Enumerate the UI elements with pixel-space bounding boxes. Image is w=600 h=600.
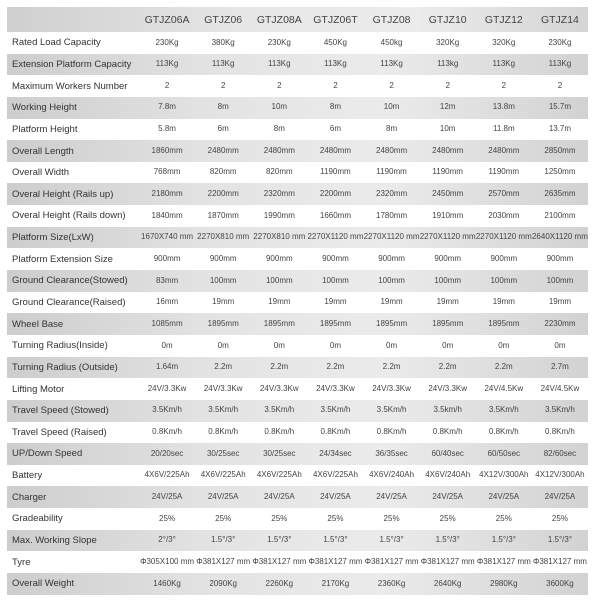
spec-value: 2200mm xyxy=(319,189,351,199)
spec-label: Overal Height (Rails up) xyxy=(12,188,114,200)
spec-value: 13.8m xyxy=(492,102,515,112)
spec-value: 24V/25A xyxy=(376,492,407,502)
spec-value: 0m xyxy=(273,340,285,350)
spec-value: 230Kg xyxy=(267,37,291,47)
spec-value: 0.8Km/h xyxy=(488,427,519,437)
spec-value: 113Kg xyxy=(548,59,572,69)
spec-row xyxy=(7,140,588,162)
spec-value: 1.5°/3° xyxy=(267,535,292,545)
spec-value: 768mm xyxy=(153,167,181,177)
spec-value: 2 xyxy=(557,80,563,90)
spec-value: 113Kg xyxy=(155,59,179,69)
spec-value: 7.8m xyxy=(158,102,176,112)
spec-value: 3.5Km/h xyxy=(320,405,351,415)
spec-value: 24V/3.3Kw xyxy=(147,383,187,393)
spec-value: 1.5°/3° xyxy=(491,535,516,545)
spec-value: 2230mm xyxy=(544,318,576,328)
spec-value: 0m xyxy=(442,340,454,350)
spec-value: 900mm xyxy=(153,253,181,263)
spec-value: 113Kg xyxy=(324,59,347,69)
spec-label: Overall Length xyxy=(12,145,74,157)
spec-row xyxy=(7,270,588,292)
spec-value: 1190mm xyxy=(376,167,407,177)
spec-value: Φ381X127 mm xyxy=(252,556,307,566)
spec-value: 113Kg xyxy=(211,59,235,69)
spec-value: 2480mm xyxy=(207,145,239,155)
spec-value: 0m xyxy=(554,340,566,350)
spec-value: 1860mm xyxy=(151,145,183,155)
spec-row xyxy=(7,335,588,357)
spec-table-body xyxy=(7,32,588,595)
spec-value: 2.2m xyxy=(382,362,401,372)
spec-value: 24V/25A xyxy=(432,492,464,502)
header-row xyxy=(7,7,588,32)
spec-value: 2260Kg xyxy=(265,578,294,588)
spec-value: 24V/4.5Kw xyxy=(484,383,524,393)
spec-value: 1895mm xyxy=(376,318,408,328)
model-header-gtjz06t: GTJZ06T xyxy=(313,13,358,26)
spec-row xyxy=(7,508,588,530)
spec-value: Φ381X127 mm xyxy=(196,556,251,566)
spec-value: 113kg xyxy=(437,59,459,69)
spec-value: 100mm xyxy=(265,275,293,285)
spec-value: 2 xyxy=(164,80,170,90)
spec-value: 2100mm xyxy=(544,210,576,220)
spec-label: Rated Load Capacity xyxy=(12,37,101,49)
spec-value: 100mm xyxy=(546,275,574,285)
spec-row xyxy=(7,357,588,379)
spec-value: 2.2m xyxy=(270,362,289,372)
spec-value: 100mm xyxy=(490,275,518,285)
spec-value: 0.8Km/h xyxy=(264,427,295,437)
spec-value: Φ381X127 mm xyxy=(420,556,475,566)
spec-value: 2480mm xyxy=(432,145,464,155)
spec-value: 6m xyxy=(217,124,229,134)
spec-value: 24V/25A xyxy=(263,492,295,502)
spec-value: 3.5Km/h xyxy=(152,405,182,415)
spec-value: 0.8Km/h xyxy=(376,427,407,437)
spec-row xyxy=(7,248,588,270)
spec-value: Φ381X127 mm xyxy=(364,556,419,566)
spec-value: 450kg xyxy=(380,37,403,47)
spec-value: 30/25sec xyxy=(263,448,296,458)
spec-label: Platform Extension Size xyxy=(12,253,113,265)
spec-value: 25% xyxy=(495,513,512,523)
spec-value: 19mm xyxy=(212,297,235,307)
spec-value: 25% xyxy=(159,513,176,523)
spec-value: 2 xyxy=(333,80,338,90)
spec-value: 2 xyxy=(277,80,282,90)
spec-row xyxy=(7,97,588,119)
spec-value: 1990mm xyxy=(263,210,295,220)
spec-row xyxy=(7,162,588,184)
spec-value: 19mm xyxy=(268,297,291,307)
spec-label: Battery xyxy=(12,470,43,482)
spec-label: UP/Down Speed xyxy=(12,448,83,460)
spec-label: Travel Speed (Raised) xyxy=(12,426,107,438)
spec-value: 1670X740 mm xyxy=(141,232,194,242)
spec-row xyxy=(7,551,588,573)
spec-label: Maximum Workers Number xyxy=(12,80,128,92)
spec-label: Tyre xyxy=(12,556,31,568)
spec-value: 230Kg xyxy=(548,37,572,47)
spec-value: 1895mm xyxy=(263,318,295,328)
spec-value: 1460Kg xyxy=(153,578,181,588)
spec-value: 25% xyxy=(215,513,232,523)
spec-label: Gradeability xyxy=(12,513,63,525)
spec-value: 60/50sec xyxy=(487,448,521,458)
spec-value: 3600Kg xyxy=(546,578,574,588)
spec-label: Overal Height (Rails down) xyxy=(12,210,126,222)
spec-label: Lifting Motor xyxy=(12,383,65,395)
spec-label: Ground Clearance(Stowed) xyxy=(12,275,128,287)
spec-row xyxy=(7,54,588,76)
spec-row xyxy=(7,32,588,54)
spec-value: 16mm xyxy=(155,297,179,307)
spec-value: Φ305X100 mm xyxy=(140,556,195,566)
spec-value: 8m xyxy=(273,124,285,134)
spec-value: 2270X1120 mm xyxy=(307,232,364,242)
spec-value: 1895mm xyxy=(432,318,464,328)
spec-value: 60/40sec xyxy=(431,448,464,458)
spec-value: 3.5Km/h xyxy=(376,405,407,415)
spec-value: 25% xyxy=(383,513,400,523)
spec-value: 900mm xyxy=(209,253,237,263)
spec-row xyxy=(7,530,588,552)
spec-value: 1895mm xyxy=(207,318,239,328)
spec-value: 24V/3.3Kw xyxy=(259,383,299,393)
spec-value: 1190mm xyxy=(488,167,520,177)
spec-value: 0.8Km/h xyxy=(320,427,351,437)
spec-value: 113Kg xyxy=(268,59,291,69)
spec-label: Platform Height xyxy=(12,123,78,135)
spec-row xyxy=(7,313,588,335)
spec-value: 3.5Km/h xyxy=(264,405,295,415)
spec-label: Turning Radius(Inside) xyxy=(12,340,108,352)
spec-value: 0.8Km/h xyxy=(152,427,182,437)
spec-value: 4X12V/300Ah xyxy=(479,470,529,480)
model-header-gtjz12: GTJZ12 xyxy=(484,13,523,26)
spec-label: Working Height xyxy=(12,102,77,114)
spec-value: 24V/25A xyxy=(151,492,183,502)
spec-value: 0m xyxy=(161,340,173,350)
spec-value: 2 xyxy=(445,80,450,90)
spec-value: 320Kg xyxy=(492,37,516,47)
spec-value: 2850mm xyxy=(544,145,576,155)
spec-value: 2180mm xyxy=(151,189,183,199)
spec-value: 1660mm xyxy=(319,210,351,220)
spec-value: 2170Kg xyxy=(321,578,350,588)
spec-value: 11.8m xyxy=(492,124,515,134)
spec-value: 2.2m xyxy=(214,362,233,372)
spec-row xyxy=(7,400,588,422)
spec-value: 2.2m xyxy=(494,362,513,372)
spec-value: 2570mm xyxy=(488,189,520,199)
spec-value: 1895mm xyxy=(488,318,520,328)
spec-row xyxy=(7,205,588,227)
spec-value: 113Kg xyxy=(380,59,403,69)
spec-row xyxy=(7,465,588,487)
spec-value: 19mm xyxy=(380,297,403,307)
spec-label: Turning Radius (Outside) xyxy=(12,361,118,373)
spec-row xyxy=(7,183,588,205)
model-header-gtjz14: GTJZ14 xyxy=(540,13,579,26)
spec-value: 2030mm xyxy=(488,210,520,220)
spec-value: 24V/3.3Kw xyxy=(372,383,411,393)
spec-value: 1780mm xyxy=(376,210,408,220)
spec-value: 1085mm xyxy=(151,318,183,328)
spec-value: 4X6V/225Ah xyxy=(256,470,302,480)
spec-value: 10m xyxy=(271,102,288,112)
spec-value: 900mm xyxy=(434,253,462,263)
spec-value: 2°/3° xyxy=(158,535,176,545)
spec-value: 13.7m xyxy=(548,124,572,134)
spec-value: 3.5Km/h xyxy=(208,405,239,415)
spec-value: 2 xyxy=(220,80,226,90)
spec-label: Wheel Base xyxy=(12,318,64,330)
spec-value: 25% xyxy=(327,513,344,523)
spec-value: 4X6V/225Ah xyxy=(312,470,358,480)
spec-value: 8m xyxy=(386,124,398,134)
spec-value: 3.5Km/h xyxy=(545,405,575,415)
spec-value: 19mm xyxy=(492,297,515,307)
spec-label: Ground Clearance(Raised) xyxy=(12,297,126,308)
spec-value: 1840mm xyxy=(151,210,183,220)
spec-value: 2640X1120 mm xyxy=(531,232,588,242)
spec-label: Charger xyxy=(12,491,47,503)
spec-value: 2270X810 mm xyxy=(253,232,306,242)
spec-value: 8m xyxy=(329,102,341,112)
spec-table xyxy=(7,7,588,595)
spec-value: 100mm xyxy=(209,275,237,285)
spec-value: 24V/25A xyxy=(207,492,239,502)
header-corner xyxy=(7,7,139,32)
spec-value: 2270X1120 mm xyxy=(363,232,420,242)
spec-value: 5.8m xyxy=(158,124,176,134)
spec-value: 12m xyxy=(439,102,456,112)
spec-value: Φ381X127 mm xyxy=(308,556,363,566)
model-header-gtjz08: GTJZ08 xyxy=(372,13,411,26)
spec-value: 1.5°/3° xyxy=(323,535,348,545)
spec-value: 113Kg xyxy=(492,59,516,69)
spec-value: 24V/3.3Kw xyxy=(203,383,243,393)
spec-value: 900mm xyxy=(546,253,574,263)
spec-value: 4X6V/240Ah xyxy=(369,470,415,480)
spec-value: 2980Kg xyxy=(490,578,518,588)
spec-value: 2.2m xyxy=(438,362,457,372)
spec-label: Overall Width xyxy=(12,167,70,179)
spec-value: 4X6V/240Ah xyxy=(425,470,471,480)
spec-value: 2270X1120 mm xyxy=(419,232,476,242)
spec-value: Φ381X127 mm xyxy=(476,556,531,566)
spec-value: 1895mm xyxy=(319,318,351,328)
spec-value: 450Kg xyxy=(323,37,347,47)
spec-row xyxy=(7,486,588,508)
spec-value: 900mm xyxy=(378,253,405,263)
spec-value: 2.2m xyxy=(326,362,345,372)
spec-value: 1190mm xyxy=(320,167,351,177)
spec-value: 4X12V/300Ah xyxy=(535,470,585,480)
spec-value: 2320mm xyxy=(263,189,295,199)
spec-value: 2090Kg xyxy=(209,578,237,588)
spec-value: 25% xyxy=(439,513,456,523)
spec-value: 10m xyxy=(439,124,456,134)
spec-row xyxy=(7,119,588,141)
spec-value: 0.8Km/h xyxy=(208,427,239,437)
spec-value: 100mm xyxy=(434,275,462,285)
spec-value: 820mm xyxy=(265,167,293,177)
spec-value: 2200mm xyxy=(207,189,239,199)
spec-value: 2320mm xyxy=(376,189,408,199)
spec-value: 19mm xyxy=(324,297,347,307)
spec-value: 2480mm xyxy=(488,145,520,155)
spec-value: 900mm xyxy=(490,253,518,263)
spec-label: Platform Size(LxW) xyxy=(12,232,94,244)
spec-value: 0m xyxy=(498,340,510,350)
spec-value: 820mm xyxy=(209,167,237,177)
spec-value: 24V/3.3Kw xyxy=(428,383,468,393)
spec-value: 36/35sec xyxy=(375,448,408,458)
spec-value: 2635mm xyxy=(544,189,576,199)
spec-value: 1870mm xyxy=(207,210,239,220)
spec-value: 1910mm xyxy=(432,210,464,220)
spec-value: 2450mm xyxy=(432,189,464,199)
spec-value: 380Kg xyxy=(211,37,235,47)
spec-row xyxy=(7,378,588,400)
spec-value: 0m xyxy=(386,340,398,350)
spec-value: 83mm xyxy=(155,275,179,285)
spec-value: 2640Kg xyxy=(433,578,462,588)
spec-row xyxy=(7,227,588,249)
spec-value: 1.64m xyxy=(155,362,179,372)
spec-value: 1.5°/3° xyxy=(211,535,236,545)
spec-row xyxy=(7,75,588,97)
spec-value: 82/60sec xyxy=(543,448,577,458)
spec-value: 320Kg xyxy=(436,37,460,47)
spec-table-header xyxy=(7,7,588,32)
spec-value: 900mm xyxy=(265,253,293,263)
spec-value: 1.5°/3° xyxy=(547,535,573,545)
spec-value: 6m xyxy=(329,124,341,134)
spec-row xyxy=(7,422,588,444)
model-header-gtjz06: GTJZ06 xyxy=(204,13,243,26)
spec-value: 0.8Km/h xyxy=(545,427,575,437)
spec-value: 2480mm xyxy=(319,145,351,155)
spec-value: 3.5Km/h xyxy=(488,405,519,415)
spec-value: 1.5°/3° xyxy=(435,535,460,545)
spec-value: 1190mm xyxy=(432,167,463,177)
spec-value: 2360Kg xyxy=(377,578,406,588)
spec-value: 15.7m xyxy=(548,102,572,112)
spec-row xyxy=(7,573,588,595)
spec-label: Extension Platform Capacity xyxy=(12,58,132,70)
spec-value: 25% xyxy=(551,513,568,523)
spec-value: 1250mm xyxy=(544,167,576,177)
spec-value: 4X6V/225Ah xyxy=(144,470,190,480)
spec-value: 19mm xyxy=(548,297,572,307)
spec-row xyxy=(7,443,588,465)
spec-value: 24V/4.5Kw xyxy=(540,383,580,393)
spec-value: Φ381X127 mm xyxy=(532,556,587,566)
spec-value: 100mm xyxy=(378,275,405,285)
spec-label: Overall Weight xyxy=(12,578,75,590)
model-header-gtjz08a: GTJZ08A xyxy=(256,13,302,26)
spec-value: 0.8Km/h xyxy=(432,427,463,437)
spec-value: 100mm xyxy=(322,275,349,285)
spec-value: 24V/25A xyxy=(488,492,520,502)
spec-value: 0m xyxy=(329,340,341,350)
spec-value: 2270X1120 mm xyxy=(475,232,532,242)
spec-value: 3.5km/h xyxy=(433,405,462,415)
spec-value: 8m xyxy=(217,102,229,112)
spec-value: 24V/3.3Kw xyxy=(316,383,355,393)
spec-value: 2.7m xyxy=(551,362,569,372)
spec-value: 24V/25A xyxy=(320,492,351,502)
spec-value: 24/34sec xyxy=(319,448,352,458)
model-header-gtjz10: GTJZ10 xyxy=(428,13,467,26)
spec-label: Max. Working Slope xyxy=(12,535,97,547)
model-header-gtjz06a: GTJZ06A xyxy=(144,13,190,26)
spec-value: 10m xyxy=(383,102,400,112)
spec-value: 230Kg xyxy=(155,37,179,47)
spec-value: 30/25sec xyxy=(206,448,240,458)
spec-value: 25% xyxy=(271,513,288,523)
spec-value: 0m xyxy=(217,340,229,350)
spec-value: 2480mm xyxy=(376,145,408,155)
spec-value: 20/20sec xyxy=(150,448,184,458)
spec-value: 2 xyxy=(501,80,507,90)
spec-value: 2 xyxy=(389,80,394,90)
spec-value: 4X6V/225Ah xyxy=(200,470,246,480)
spec-value: 1.5°/3° xyxy=(379,535,404,545)
spec-value: 2270X810 mm xyxy=(197,232,250,242)
spec-label: Travel Speed (Stowed) xyxy=(12,405,109,417)
spec-value: 2480mm xyxy=(263,145,295,155)
spec-row xyxy=(7,292,588,314)
spec-value: 19mm xyxy=(436,297,459,307)
spec-value: 900mm xyxy=(322,253,349,263)
spec-value: 24V/25A xyxy=(544,492,576,502)
